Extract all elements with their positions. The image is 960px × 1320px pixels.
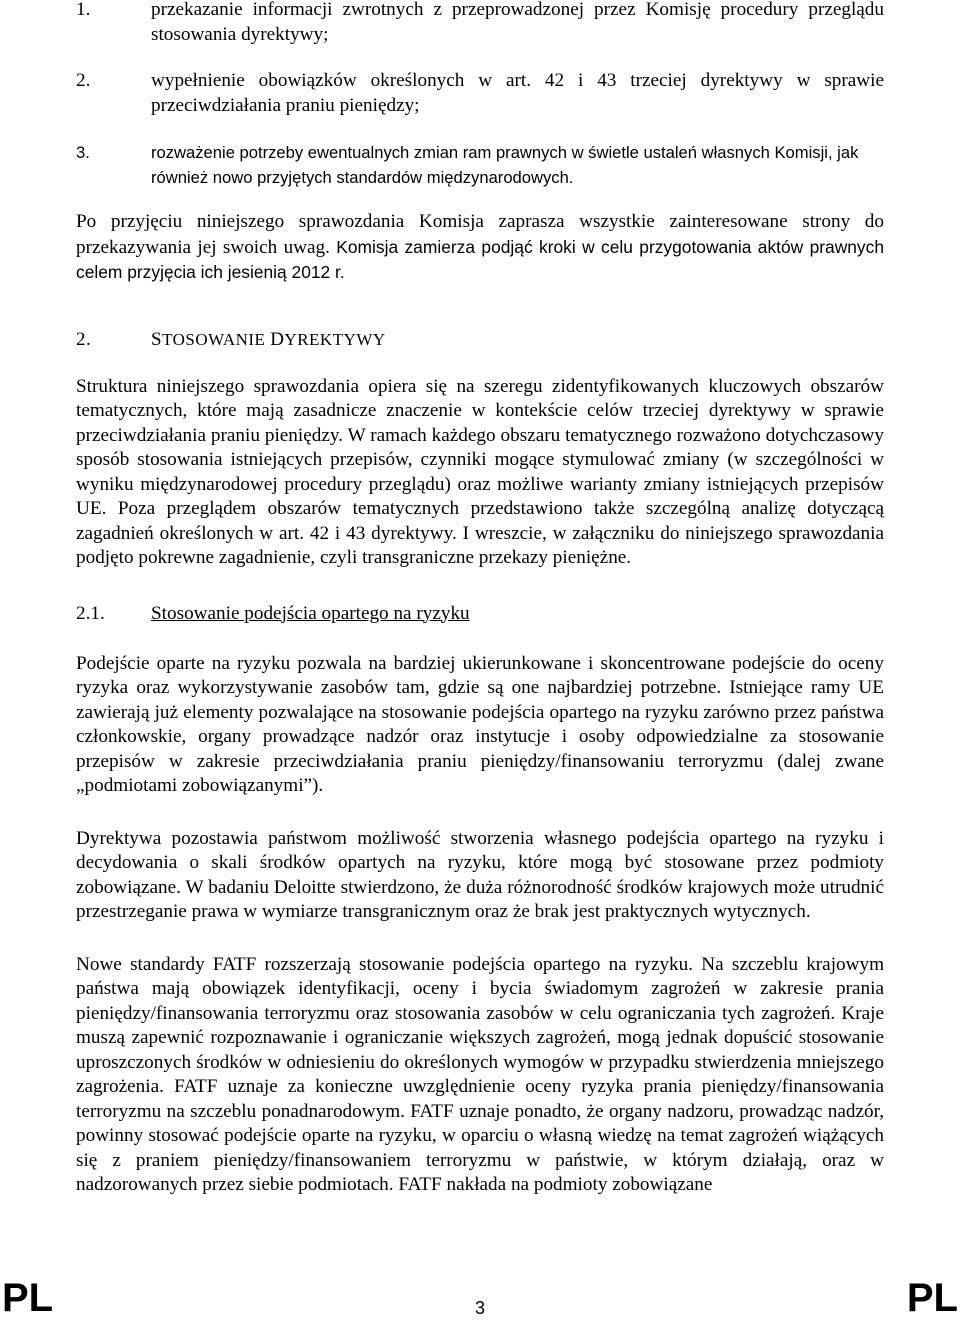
page-number: 3	[474, 1298, 485, 1318]
subsection-heading	[76, 602, 884, 626]
list-item-text: rozważenie potrzeby ewentualnych zmian ram prawnych w świetle ustaleń własnych Komisji, jak również nowo przyjętych standardów międzynarodowych.	[151, 143, 859, 187]
section-number: 2.	[76, 328, 92, 350]
list-item-text: przekazanie informacji zwrotnych z przeprowadzonej przez Komisję procedury przeglądu stosowania dyrektywy;	[151, 0, 884, 45]
list-item-number: 1.	[76, 0, 91, 20]
list-item	[76, 141, 884, 190]
footer-language-code-right: PL	[906, 1276, 958, 1320]
list-item-number: 2.	[76, 70, 91, 91]
section-heading	[76, 328, 884, 352]
numbered-list	[76, 0, 884, 190]
document-body	[76, 0, 884, 1218]
intro-paragraph-part1: Po przyjęciu niniejszego sprawozdania Komisja zaprasza wszystkie zainteresowane strony do przekazywania jej swoich uwag.	[76, 211, 884, 258]
intro-paragraph-part2: Komisja zamierza podjąć kroki w celu przygotowania aktów prawnych celem przyjęcia ich jesienią 2012 r.	[76, 236, 884, 282]
section-title: STOSOWANIE DYREKTYWY	[151, 328, 386, 350]
footer-language-code-left: PL	[2, 1276, 54, 1320]
intro-paragraph	[76, 210, 884, 286]
list-item	[76, 0, 884, 47]
list-item-text: wypełnienie obowiązków określonych w art. 42 i 43 trzeciej dyrektywy w sprawie przeciwdziałania praniu pieniędzy;	[151, 70, 884, 116]
section-paragraph: Struktura niniejszego sprawozdania opiera się na szeregu zidentyfikowanych kluczowych obszarów tematycznych, które mają zasadnicze znaczenie w kontekście celów trzeciej dyrektywy w sprawie przeciwdziałania praniu pieniędzy. W ramach każdego obszaru tematycznego rozważono dotychczasowy sposób stosowania istniejących przepisów, czynniki mogące stymulować zmiany (w szczególności w wyniku międzynarodowej procedury przeglądu) oraz możliwe warianty zmiany istniejących przepisów UE. Poza przeglądem obszarów tematycznych przedstawiono także szczególną analizę dotyczącą zagadnień określonych w art. 42 i 43 dyrektywy. I wreszcie, w załączniku do niniejszego sprawozdania podjęto pokrewne zagadnienie, czyli transgraniczne przekazy pieniężne.	[76, 375, 884, 568]
subsection-paragraph: Podejście oparte na ryzyku pozwala na bardziej ukierunkowane i skoncentrowane podejście do oceny ryzyka oraz wykorzystywanie zasobów tam, gdzie są one najbardziej potrzebne. Istniejące ramy UE zawierają już elementy pozwalające na stosowanie podejścia opartego na ryzyku zarówno przez państwa członkowskie, organy prowadzące nadzór oraz instytucje i osoby odpowiedzialne za stosowanie przepisów w zakresie przeciwdziałania praniu pieniędzy/finansowaniu terroryzmu (dalej zwane „podmiotami zobowiązanymi”).	[76, 652, 884, 796]
subsection-paragraph: Dyrektywa pozostawia państwom możliwość stworzenia własnego podejścia opartego na ryzyku i decydowania o skali środków opartych na ryzyku, które mogą być stosowane przez podmioty zobowiązane. W badaniu Deloitte stwierdzono, że duża różnorodność środków krajowych może utrudnić przestrzeganie prawa w wymiarze transgranicznym oraz że brak jest praktycznych wytycznych.	[76, 827, 884, 922]
list-item	[76, 69, 884, 118]
subsection-title: Stosowanie podejścia opartego na ryzyku	[151, 602, 470, 624]
subsection-paragraph: Nowe standardy FATF rozszerzają stosowanie podejścia opartego na ryzyku. Na szczeblu krajowym państwa mają obowiązek identyfikacji, oceny i bycia świadomym zagrożeń w zakresie prania pieniędzy/finansowania terroryzmu oraz stosowania zasobów w celu ograniczania tych zagrożeń. Kraje muszą zapewnić rozpoznawanie i ograniczanie większych zagrożeń, mogą jednak dopuścić stosowanie uproszczonych środków w odniesieniu do określonych wymogów w przypadku stwierdzenia mniejszego zagrożenia. FATF uznaje za konieczne uwzględnienie oceny ryzyka prania pieniędzy/finansowania terroryzmu na szczeblu ponadnarodowym. FATF uznaje ponadto, że organy nadzoru, prowadząc nadzór, powinny stosować podejście oparte na ryzyku, w oparciu o własną wiedzę na temat zagrożeń wiążących się z praniem pieniędzy/finansowaniem terroryzmu w państwie, w którym działają, oraz w nadzorowanych przez siebie podmiotach. FATF nakłada na podmioty zobowiązane	[76, 953, 884, 1195]
subsection-number: 2.1.	[76, 602, 105, 624]
list-item-number: 3.	[76, 143, 90, 162]
